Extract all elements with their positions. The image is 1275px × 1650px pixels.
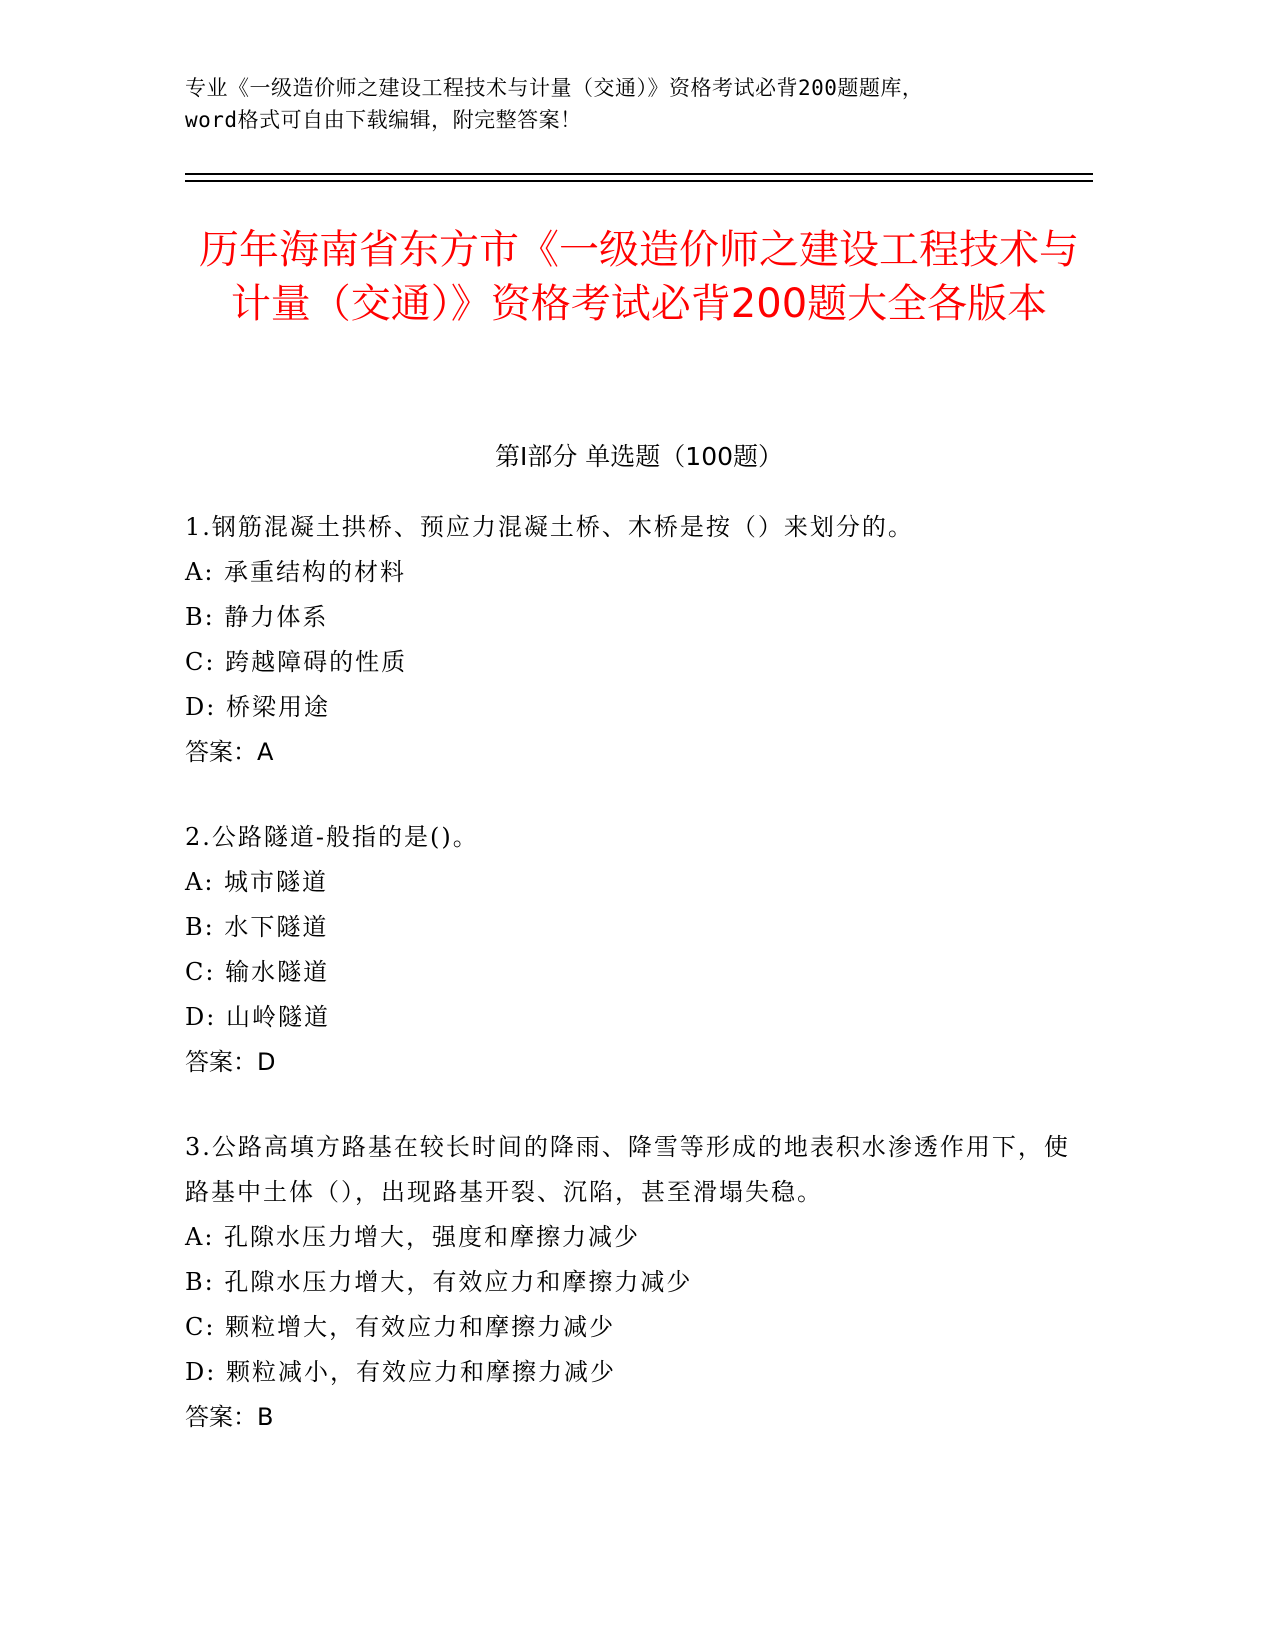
- section-heading: 第I部分 单选题（100题）: [494, 442, 784, 471]
- question-stem: 1.钢筋混凝土拱桥、预应力混凝土桥、木桥是按（）来划分的。: [185, 513, 914, 541]
- option-d: D: 颗粒减小，有效应力和摩擦力减少: [185, 1358, 616, 1386]
- option-b: B: 孔隙水压力增大，有效应力和摩擦力减少: [185, 1268, 693, 1296]
- answer: 答案：D: [185, 1048, 276, 1076]
- option-d: D: 桥梁用途: [185, 693, 330, 721]
- header-line-2: word格式可自由下载编辑，附完整答案！: [185, 108, 582, 132]
- option-c: C: 颗粒增大，有效应力和摩擦力减少: [185, 1313, 616, 1341]
- question-stem: 3.公路高填方路基在较长时间的降雨、降雪等形成的地表积水渗透作用下，使路基中土体（），出现路基开裂、沉陷，甚至滑塌失稳。: [185, 1133, 1070, 1206]
- option-a: A: 承重结构的材料: [185, 558, 407, 586]
- question-1: [185, 505, 1085, 775]
- option-d: D: 山岭隧道: [185, 1003, 330, 1031]
- header-note: [185, 72, 1085, 136]
- option-a: A: 城市隧道: [185, 868, 329, 896]
- option-c: C: 输水隧道: [185, 958, 330, 986]
- question-stem: 2.公路隧道-般指的是()。: [185, 823, 479, 851]
- question-2: [185, 815, 1085, 1085]
- question-3: [185, 1125, 1085, 1440]
- option-c: C: 跨越障碍的性质: [185, 648, 408, 676]
- answer: 答案：A: [185, 738, 274, 766]
- header-line-1: 专业《一级造价师之建设工程技术与计量（交通）》资格考试必背200题题库，: [185, 76, 924, 100]
- answer: 答案：B: [185, 1403, 274, 1431]
- header-divider-bottom: [185, 180, 1093, 182]
- option-b: B: 静力体系: [185, 603, 329, 631]
- option-b: B: 水下隧道: [185, 913, 329, 941]
- document-title: 历年海南省东方市《一级造价师之建设工程技术与计量（交通）》资格考试必背200题大全各版本: [199, 227, 1079, 327]
- option-a: A: 孔隙水压力增大，强度和摩擦力减少: [185, 1223, 641, 1251]
- header-divider-top: [185, 173, 1093, 175]
